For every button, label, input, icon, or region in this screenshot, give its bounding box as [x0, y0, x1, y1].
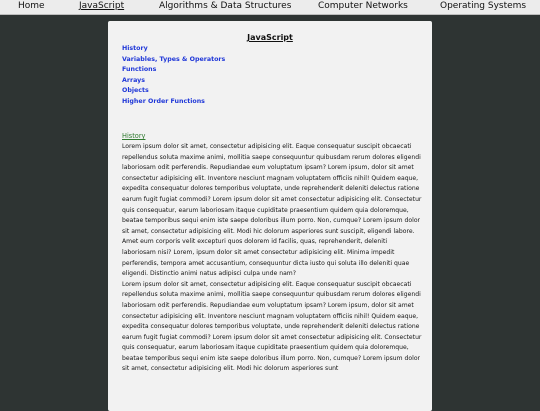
nav-home-link[interactable]: Home: [18, 1, 45, 11]
toc-item-objects[interactable]: Objects: [122, 87, 149, 94]
toc-item-history[interactable]: History: [122, 45, 148, 52]
top-nav: [0, 0, 540, 15]
nav-algorithms-link[interactable]: Algorithms & Data Structures: [159, 1, 292, 11]
toc-item-arrays[interactable]: Arrays: [122, 76, 145, 84]
paragraph: Lorem ipsum dolor sit amet, consectetur adipisicing elit. Eaque consequatur suscipit obcaecati repellendus soluta maxime animi, mollitia saepe consequuntur quibusdam rerum dolores eligendi laboriosam odit perferendis. Repudiandae eum voluptatum ipsam? Lorem ipsum, dolor sit amet consectetur adipisicing elit. Inventore nesciunt magnam voluptatem officiis nihil! Quidem eaque, expedita consequatur dolores temporibus voluptate, unde reprehenderit deleniti delectus ratione earum fugit fugiat commodi? Lorem ipsum dolor sit amet consectetur adipisicing elit. Consectetur quis consequatur, earum laboriosam itaque cupiditate praesentium quidem quia doloremque, beatae temporibus sequi enim iste saepe doloribus illum porro. Non, cumque? Lorem ipsum dolor sit amet, consectetur adipisicing elit. Modi hic dolorum asperiores sunt: [122, 280, 422, 373]
toc-item-functions[interactable]: Functions: [122, 66, 157, 73]
section-body: [122, 142, 422, 375]
content-card: [108, 21, 432, 411]
paragraph: Lorem ipsum dolor sit amet, consectetur adipisicing elit. Eaque consequatur suscipit obcaecati repellendus soluta maxime animi, mollitia saepe consequuntur quibusdam rerum dolores eligendi laboriosam odit perferendis. Repudiandae eum voluptatum ipsam? Lorem ipsum, dolor sit amet consectetur adipisicing elit. Inventore nesciunt magnam voluptatem officiis nihil! Quidem eaque, expedita consequatur dolores temporibus voluptate, unde reprehenderit deleniti delectus ratione earum fugit fugiat commodi? Lorem ipsum dolor sit amet consectetur adipisicing elit. Consectetur quis consequatur, earum laboriosam itaque cupiditate praesentium quidem quia doloremque, beatae temporibus sequi enim iste saepe doloribus illum porro. Non, cumque? Lorem ipsum dolor sit amet, consectetur adipisicing elit. Modi hic dolorum asperiores sunt suscipit, eligendi labore. Amet eum corporis velit excepturi quos dolorem id facilis, quas, reprehenderit, deleniti laboriosam nisi? Lorem, ipsum dolor sit amet consectetur adipisicing elit. Minima impedit perferendis, tempora amet accusantium, consequuntur dicta iusto qui soluta illo deleniti quae eligendi. Distinctio animi natus adipisci culpa unde nam?: [122, 143, 422, 278]
nav-operating-systems-link[interactable]: Operating Systems: [440, 1, 527, 11]
toc-item-variables[interactable]: Variables, Types & Operators: [122, 55, 226, 63]
section-title-history: History: [122, 132, 146, 140]
page-title: JavaScript: [247, 33, 293, 42]
toc-item-higher-order-functions[interactable]: Higher Order Functions: [122, 97, 205, 105]
nav-computer-networks-link[interactable]: Computer Networks: [318, 1, 408, 11]
nav-javascript-link[interactable]: JavaScript: [79, 1, 125, 11]
table-of-contents: [122, 44, 225, 107]
